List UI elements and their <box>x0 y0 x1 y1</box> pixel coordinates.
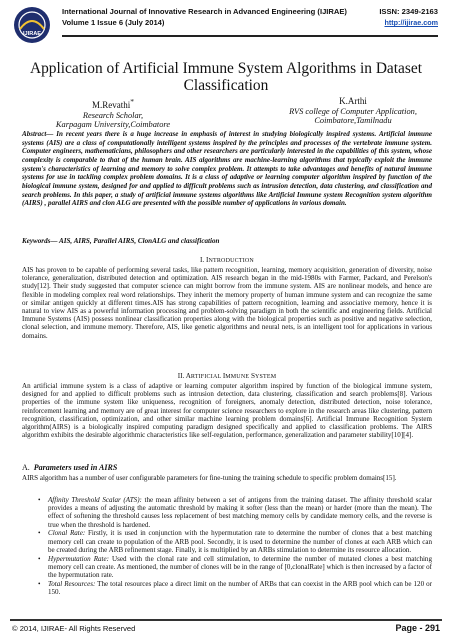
author-1-affiliation: Karpagam University,Coimbatore <box>55 120 171 130</box>
journal-logo-icon <box>10 5 54 45</box>
section-heading-introduction <box>22 256 432 264</box>
list-item <box>38 529 432 554</box>
section-2-initial-a: A <box>185 372 191 380</box>
keywords-text: AIS, AIRS, Parallel AIRS, ClonALG and classification <box>58 237 220 245</box>
subsection-letter: A. <box>22 463 30 472</box>
section-2-initial-s: S <box>250 372 255 380</box>
bullet-icon: • <box>38 529 41 538</box>
section-2-initial-i: I <box>222 372 226 380</box>
author-2-name: K.Arthi <box>339 96 367 106</box>
list-item-term: Clonal Rate: <box>48 529 86 538</box>
abstract <box>22 130 432 208</box>
subsection-intro: AIRS algorithm has a number of user configurable parameters for fine-tuning the training schedule to specific problem domains[15]. <box>22 474 397 482</box>
journal-name: International Journal of Innovative Research in Advanced Engineering (IJIRAE) <box>62 7 347 16</box>
keywords-label: Keywords— <box>22 237 58 245</box>
section-2-part-b: MMUNE <box>225 374 251 380</box>
author-1 <box>38 97 188 130</box>
abstract-label: Abstract— <box>22 130 54 138</box>
paper-title: Application of Artificial Immune System Algorithms in Dataset Classification <box>30 60 422 94</box>
bullet-icon: • <box>38 554 41 563</box>
author-2-role: RVS college of Computer Application, <box>289 106 417 116</box>
author-2 <box>268 97 438 126</box>
list-item <box>38 496 432 529</box>
section-2-part-c: YSTEM <box>254 374 277 380</box>
section-1-initial: I <box>206 256 209 264</box>
section-1-rest: NTRODUCTION <box>208 258 254 264</box>
logo-text: IJIRAE <box>22 31 42 37</box>
list-item-text: The total resources place a direct limit on the number of ARBs that can coexist in the ARB pool which can be 120 or 150. <box>48 579 432 597</box>
page-number: Page - 291 <box>395 623 440 633</box>
list-item-term: Affinity Threshold Scalar (ATS): <box>48 496 142 504</box>
introduction-text: AIS has proven to be capable of performing several tasks, like pattern recognition, learning, memory acquisition, generation of diversity, noise tolerance, generalization, distributed detection and optimization. AIS research began in the mid-1980s with Farmer, Packard, and Perelson's study[12]. Their study suggested that computer science can might borrow from the immune system. AIS are nonlinear models, and hence are flexible in modeling complex real word relationships. They inherit the memory property of human immune system and can recognize the same or similar antigen quickly at different times.AIS has strong capabilities of pattern recognition, learning and associative memory, hence it is natural to view AIS as a powerful information processing and problem-solving paradigm in both the scientific and engineering fields. Artificial Immune Systems (AIS) possess nonlinear classification properties along with the biological properties such as positive and negative selection, clonal selection, and immune memory. Therefore, AIS, like genetic algorithms and neural nets, is an intelligent tool for applications in various domains. <box>22 266 432 340</box>
list-item-text: Used with the clonal rate and cell stimulation, to determine the number of mutated clones a best matching memory cell can create. As mentioned, the number of clones will be in the range of [0,clonalRate] which is then increased by a factor of the hypermutation rate. <box>48 554 432 580</box>
subsection-heading <box>22 463 117 472</box>
author-1-role: Research Scholar, <box>82 110 144 120</box>
bullet-icon: • <box>38 496 41 504</box>
author-1-mark: * <box>130 97 134 106</box>
author-2-affiliation: Coimbatore,Tamilnadu <box>314 116 392 126</box>
journal-website-link[interactable]: http://ijirae.com <box>384 18 438 27</box>
parameter-list <box>38 496 432 597</box>
journal-volume: Volume 1 Issue 6 (July 2014) <box>62 18 165 27</box>
list-item <box>38 580 432 596</box>
list-item <box>38 555 432 580</box>
header-rule <box>62 35 438 37</box>
subsection-title: Parameters used in AIRS <box>33 463 118 472</box>
section-2-number: II. <box>177 372 185 380</box>
footer-rule <box>10 619 442 621</box>
section-1-number: I. <box>200 256 205 264</box>
copyright: © 2014, IJIRAE- All Rights Reserved <box>12 624 136 633</box>
section-2-part-a: RTIFICIAL <box>190 374 223 380</box>
list-item-term: Hypermutation Rate: <box>48 554 109 563</box>
list-item-text: Firstly, it is used in conjunction with the hypermutation rate to determine the number of clones that a best matching memory cell can create to population of the ARB pool. Secondly, it is used to determine the number of clones at each ARB which can be created during the ARB refinement stage. Finally, it is multiplied by an ARBs stimulation to determine its resource allocation. <box>48 529 432 554</box>
bullet-icon: • <box>38 579 41 588</box>
abstract-text: In recent years there is a huge increase in emphasis of interest in studying biologically inspired systems. Artificial immune systems (AIS) are a class of computationally intelligent systems inspired by the principles and processes of the vertebrate immune system. Computer engineers, mathematicians, philosophers and other researchers are particularly interested in the capabilities of this system, whose complexity is comparable to that of the human brain. AIS algorithms are machine-learning algorithms that typically exploit the immune system's characteristics of learning and memory to solve complex problem. It attempts to take advantages and benefits of natural immune systems for use in tackling complex problem domains. It is a class of adaptive or learning computer algorithm inspired by function of the biological immune system, designed for and applied to difficult problems such as intrusion detection, data clustering, and classification and search problems. In this paper, a study of artificial immune systems algorithms like Artificial Immune system Recognition system algorithm (AIRS) , parallel AIRS and clon ALG are presented with the possible number of applications in various domain. <box>22 130 432 208</box>
issn: ISSN: 2349-2163 <box>379 7 438 16</box>
list-item-text: the mean affinity between a set of antigens from the training dataset. The affinity threshold scalar provides a means of adjusting the automatic threshold by making it softer (less than the mean) or harder (more than the mean). The effect of softening the threshold causes less replacement of best matching memory cells by candidate memory cells, and the reverse is true when the threshold is hardened. <box>48 496 433 529</box>
section-heading-ais <box>22 372 432 380</box>
journal-header <box>10 5 442 51</box>
list-item-term: Total Resources: <box>48 579 96 588</box>
author-1-name: M.Revathi <box>92 100 131 110</box>
ais-text: An artificial immune system is a class of adaptive or learning computer algorithm inspired by function of the biological immune system, designed for and applied to difficult problems such as intrusion detection, data clustering, classification and search problems[8]. Various properties of the immune system like uniqueness, recognition of foreigners, anomaly detection, distributed detection, noise tolerance, reinforcement learning and memory are of great interest for computer science researchers to explore in the research areas like clustering, pattern recognition, classification, optimization, and other similar machine learning problem domains[6]. Artificial Immune Recognition System algorithm(AIRS) is a biologically inspired computing paradigm designed specifically and applied to classification problems. The AIRS algorithm exhibits the desirable algorithmic characteristics like self-regulation, performance, generalization and parameter stability[10][4]. <box>22 382 432 440</box>
keywords <box>22 237 432 245</box>
